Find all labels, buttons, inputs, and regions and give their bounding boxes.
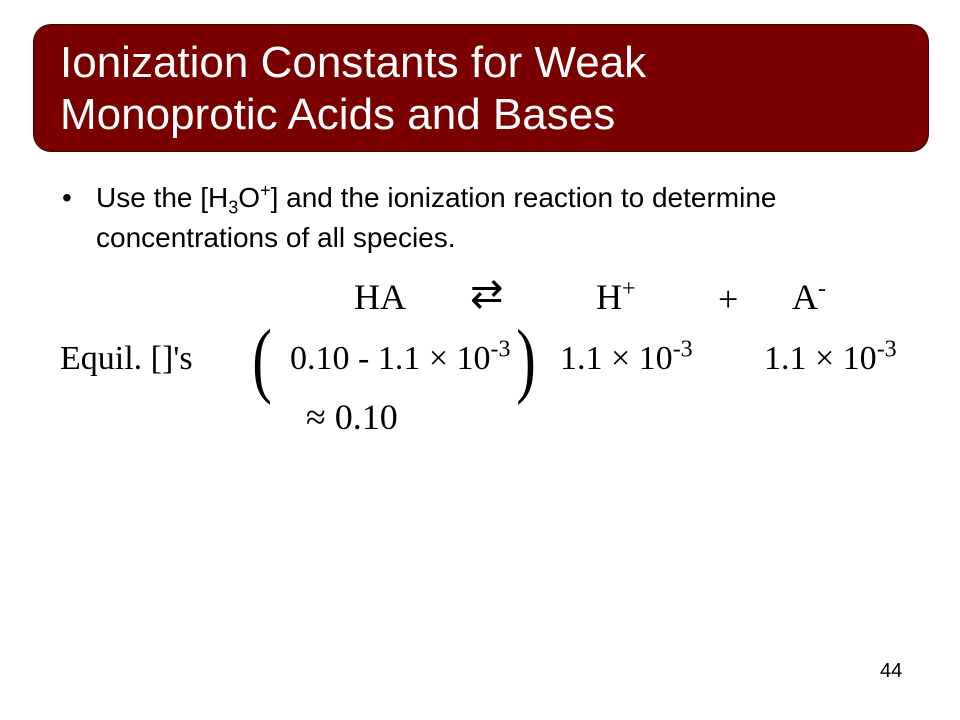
term-ha-base: 0.10 - 1.1 × 10: [290, 340, 491, 377]
approximation: ≈ 0.10: [306, 397, 398, 437]
product-a-sup: -: [818, 276, 826, 302]
bullet-text: [96, 178, 856, 258]
left-paren: (: [252, 313, 272, 406]
bullet-icon: •: [62, 182, 72, 213]
title-line-1: Ionization Constants for Weak: [60, 38, 647, 87]
term-a-exp: -3: [876, 336, 897, 363]
title-banner: [33, 24, 929, 152]
slide-number: 44: [880, 660, 903, 682]
plus-sign: +: [718, 279, 739, 319]
equilibrium-row-label: Equil. []'s: [60, 340, 193, 377]
product-h-plus: [596, 276, 636, 318]
reactant-ha: HA: [354, 277, 406, 317]
bullet-text-mid: O: [238, 182, 261, 213]
title-line-2: Monoprotic Acids and Bases: [60, 90, 616, 139]
slide-title: [60, 37, 646, 141]
term-h-exp: -3: [672, 336, 693, 363]
right-paren: ): [516, 313, 536, 406]
product-a-base: A: [792, 277, 818, 317]
product-a-minus: [792, 276, 826, 318]
bullet-subscript: 3: [228, 197, 239, 218]
equilibrium-arrow-icon: ⇄: [470, 271, 504, 316]
product-h-base: H: [596, 277, 622, 317]
equilibrium-term-a: [764, 336, 897, 378]
bullet-superscript: +: [260, 180, 271, 201]
equilibrium-term-h: [560, 336, 693, 378]
term-a-base: 1.1 × 10: [764, 340, 877, 377]
term-ha-exp: -3: [490, 336, 511, 363]
bullet-text-after: ] and the ionization reaction to determine concentrations of all species.: [96, 182, 777, 253]
term-h-base: 1.1 × 10: [560, 340, 673, 377]
product-h-sup: +: [622, 276, 636, 302]
bullet-text-before: Use the [H: [96, 182, 229, 213]
equilibrium-term-ha: [290, 336, 511, 378]
